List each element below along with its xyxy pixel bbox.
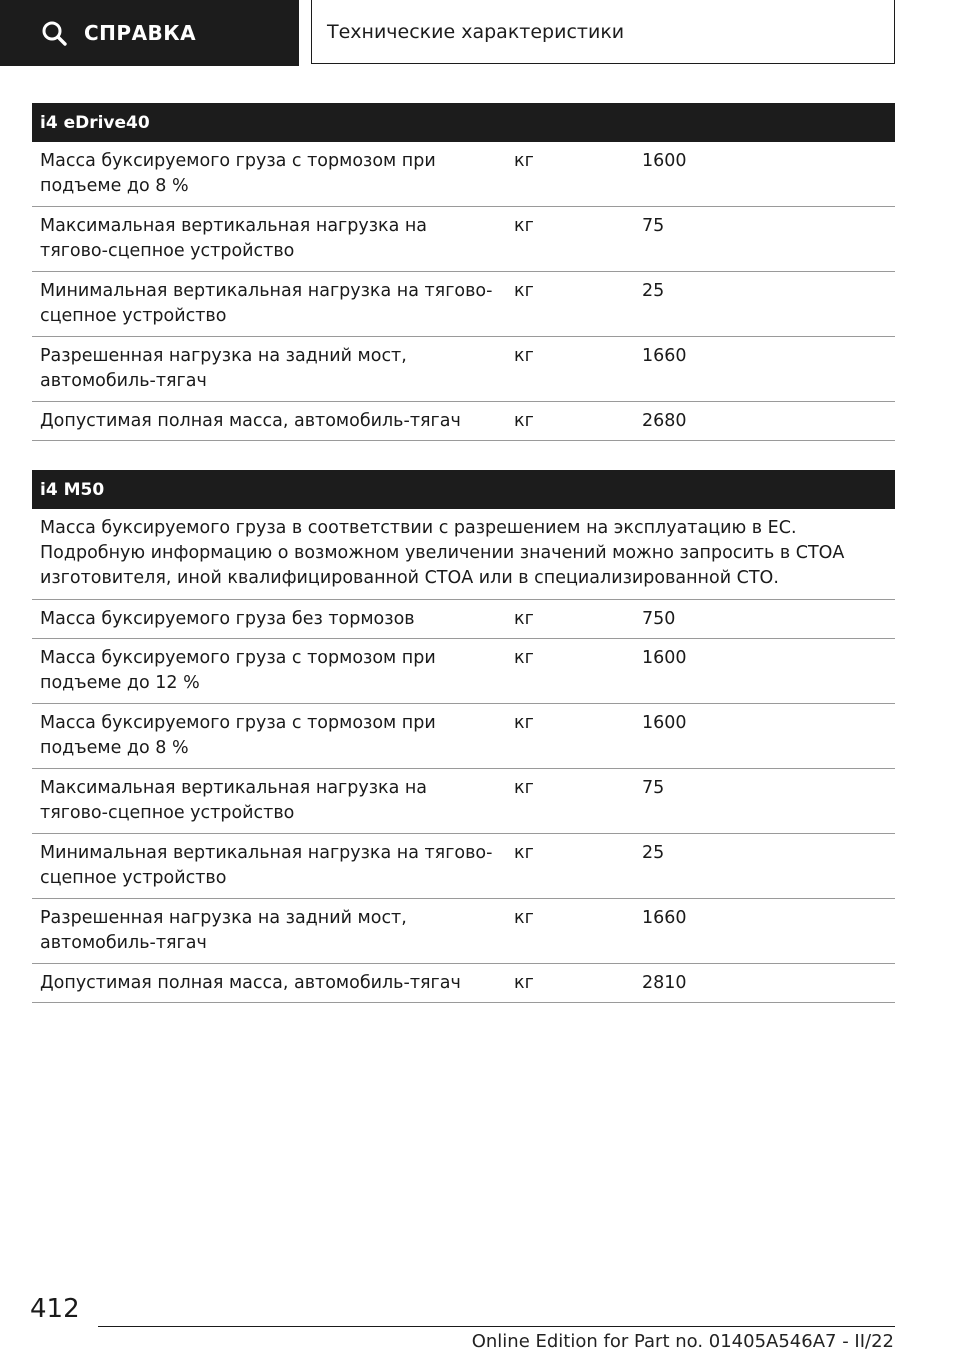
row-value: 75 bbox=[642, 778, 665, 798]
reference-tab[interactable] bbox=[0, 0, 299, 66]
row-unit: кг bbox=[514, 713, 534, 733]
row-value: 1600 bbox=[642, 151, 687, 171]
table-row bbox=[32, 207, 895, 272]
row-value: 750 bbox=[642, 609, 676, 629]
spec-table-edrive40 bbox=[32, 103, 895, 441]
row-unit: кг bbox=[514, 778, 534, 798]
table-row bbox=[32, 639, 895, 704]
row-unit: кг bbox=[514, 609, 534, 629]
table-row bbox=[32, 272, 895, 337]
section-title: Технические характеристики bbox=[327, 20, 625, 43]
row-description: Масса буксируемого груза без тормозов bbox=[40, 609, 415, 629]
row-value: 2810 bbox=[642, 973, 687, 993]
page-number: 412 bbox=[30, 1294, 80, 1324]
row-description: Максимальная вертикальная нагрузка на тягово-сцепное устройство bbox=[40, 778, 428, 823]
table-row bbox=[32, 402, 895, 441]
row-description: Максимальная вертикальная нагрузка на тягово-сцепное устройство bbox=[40, 216, 428, 261]
table-row bbox=[32, 899, 895, 964]
table-row bbox=[32, 964, 895, 1003]
table-note: Масса буксируемого груза в соответствии с разрешением на эксплуатацию в ЕС. Подробную информацию о возможном увеличении значений можно запросить в СТОА изготовителя, иной квалифицированной СТОА или в специализированной СТО. bbox=[32, 509, 895, 600]
row-unit: кг bbox=[514, 648, 534, 668]
row-description: Допустимая полная масса, автомобиль-тягач bbox=[40, 411, 461, 431]
row-description: Разрешенная нагрузка на задний мост, автомобиль-тягач bbox=[40, 346, 407, 391]
row-description: Разрешенная нагрузка на задний мост, автомобиль-тягач bbox=[40, 908, 407, 953]
row-description: Допустимая полная масса, автомобиль-тягач bbox=[40, 973, 461, 993]
row-value: 25 bbox=[642, 843, 665, 863]
row-unit: кг bbox=[514, 346, 534, 366]
table-row bbox=[32, 337, 895, 402]
table-row bbox=[32, 142, 895, 207]
row-unit: кг bbox=[514, 843, 534, 863]
row-unit: кг bbox=[514, 151, 534, 171]
row-unit: кг bbox=[514, 411, 534, 431]
row-value: 1660 bbox=[642, 346, 687, 366]
table-row bbox=[32, 704, 895, 769]
row-description: Минимальная вертикальная нагрузка на тягово-сцепное устройство bbox=[40, 843, 493, 888]
footer-divider bbox=[98, 1326, 895, 1327]
spec-table-title: i4 eDrive40 bbox=[32, 103, 895, 142]
row-description: Масса буксируемого груза с тормозом при подъеме до 8 % bbox=[40, 713, 436, 758]
row-value: 1600 bbox=[642, 713, 687, 733]
section-title-box bbox=[311, 0, 895, 64]
edition-note: Online Edition for Part no. 01405A546A7 - II/22 bbox=[471, 1331, 894, 1352]
row-description: Масса буксируемого груза с тормозом при подъеме до 8 % bbox=[40, 151, 436, 196]
row-unit: кг bbox=[514, 281, 534, 301]
row-value: 1660 bbox=[642, 908, 687, 928]
row-value: 25 bbox=[642, 281, 665, 301]
table-row bbox=[32, 834, 895, 899]
row-value: 75 bbox=[642, 216, 665, 236]
reference-tab-label: СПРАВКА bbox=[84, 21, 197, 45]
row-unit: кг bbox=[514, 216, 534, 236]
row-unit: кг bbox=[514, 908, 534, 928]
spec-table-title: i4 M50 bbox=[32, 470, 895, 509]
row-unit: кг bbox=[514, 973, 534, 993]
row-description: Масса буксируемого груза с тормозом при подъеме до 12 % bbox=[40, 648, 436, 693]
row-description: Минимальная вертикальная нагрузка на тягово-сцепное устройство bbox=[40, 281, 493, 326]
table-row bbox=[32, 600, 895, 639]
spec-table-m50 bbox=[32, 470, 895, 1003]
search-icon bbox=[40, 19, 68, 47]
table-row bbox=[32, 769, 895, 834]
row-value: 1600 bbox=[642, 648, 687, 668]
row-value: 2680 bbox=[642, 411, 687, 431]
